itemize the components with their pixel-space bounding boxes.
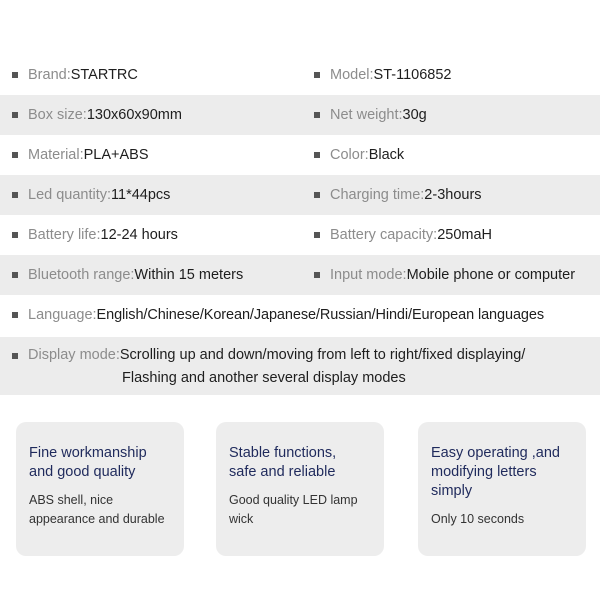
feature-description [431, 510, 574, 529]
feature-desc-line: appearance and durable [29, 512, 165, 526]
spec-item-display-mode [12, 347, 525, 363]
spec-label: Language: [28, 307, 97, 323]
spec-row [0, 135, 600, 175]
square-bullet-icon [314, 272, 320, 278]
feature-card [216, 422, 384, 556]
feature-description [29, 491, 172, 529]
spec-label: Charging time: [330, 187, 425, 203]
spec-value: 250maH [437, 227, 492, 243]
square-bullet-icon [12, 112, 18, 118]
spec-row [0, 95, 600, 135]
spec-label: Net weight: [330, 107, 403, 123]
square-bullet-icon [314, 112, 320, 118]
spec-label: Material: [28, 147, 84, 163]
square-bullet-icon [12, 192, 18, 198]
spec-value: 11*44pcs [111, 187, 171, 203]
spec-value: 130x60x90mm [86, 107, 182, 123]
square-bullet-icon [12, 152, 18, 158]
feature-title [229, 444, 372, 482]
feature-description [229, 491, 372, 529]
spec-item-bluetooth-range [12, 255, 243, 295]
square-bullet-icon [12, 353, 18, 359]
spec-item-net-weight [314, 95, 427, 135]
feature-title-line: and good quality [29, 464, 136, 480]
spec-value: ST-1106852 [373, 67, 452, 83]
feature-title-line: simply [431, 483, 473, 499]
spec-label: Input mode: [330, 267, 407, 283]
spec-label: Color: [330, 147, 369, 163]
spec-label: Brand: [28, 67, 71, 83]
feature-card [16, 422, 184, 556]
feature-title-line: Fine workmanship [29, 445, 147, 461]
spec-item-battery-life [12, 215, 178, 255]
spec-item-color [314, 135, 404, 175]
spec-value-continued: Flashing and another several display modes [122, 370, 406, 386]
spec-row-language [0, 295, 600, 335]
square-bullet-icon [12, 272, 18, 278]
spec-item-input-mode [314, 255, 575, 295]
spec-row [0, 215, 600, 255]
square-bullet-icon [12, 312, 18, 318]
spec-label: Led quantity: [28, 187, 112, 203]
spec-label: Battery life: [28, 227, 101, 243]
spec-label: Box size: [28, 107, 87, 123]
feature-title [29, 444, 172, 482]
feature-title-line: safe and reliable [229, 464, 336, 480]
feature-desc-line: Good quality LED lamp [229, 493, 358, 507]
square-bullet-icon [314, 192, 320, 198]
spec-value: 30g [402, 107, 427, 123]
square-bullet-icon [12, 232, 18, 238]
square-bullet-icon [314, 152, 320, 158]
spec-row [0, 255, 600, 295]
feature-title [431, 444, 574, 501]
spec-value: Scrolling up and down/moving from left to right/fixed displaying/ [119, 347, 526, 363]
feature-title-line: Stable functions, [229, 445, 337, 461]
spec-item-material [12, 135, 149, 175]
feature-desc-line: Only 10 seconds [431, 512, 525, 526]
spec-item-led-quantity [12, 175, 170, 215]
feature-card [418, 422, 586, 556]
spec-row-display-mode [0, 337, 600, 395]
spec-label: Model: [330, 67, 374, 83]
spec-label: Display mode: [28, 347, 120, 363]
feature-cards [0, 422, 600, 557]
spec-item-language [12, 295, 544, 335]
spec-label: Battery capacity: [330, 227, 438, 243]
square-bullet-icon [314, 232, 320, 238]
spec-item-model [314, 55, 451, 95]
spec-value: Within 15 meters [134, 267, 244, 283]
spec-value: Mobile phone or computer [406, 267, 576, 283]
spec-value: English/Chinese/Korean/Japanese/Russian/Hindi/European languages [96, 307, 544, 323]
feature-desc-line: wick [229, 512, 254, 526]
spec-item-brand [12, 55, 138, 95]
feature-title-line: Easy operating ,and [431, 445, 560, 461]
square-bullet-icon [12, 72, 18, 78]
spec-value: PLA+ABS [83, 147, 149, 163]
spec-value: STARTRC [70, 67, 138, 83]
spec-item-box-size [12, 95, 182, 135]
spec-value: Black [368, 147, 405, 163]
feature-desc-line: ABS shell, nice [29, 493, 114, 507]
spec-label: Bluetooth range: [28, 267, 135, 283]
spec-value: 12-24 hours [100, 227, 178, 243]
spec-value: 2-3hours [424, 187, 482, 203]
spec-row [0, 55, 600, 95]
feature-title-line: modifying letters [431, 464, 537, 480]
spec-row [0, 175, 600, 215]
spec-item-battery-capacity [314, 215, 492, 255]
spec-item-charging-time [314, 175, 482, 215]
square-bullet-icon [314, 72, 320, 78]
